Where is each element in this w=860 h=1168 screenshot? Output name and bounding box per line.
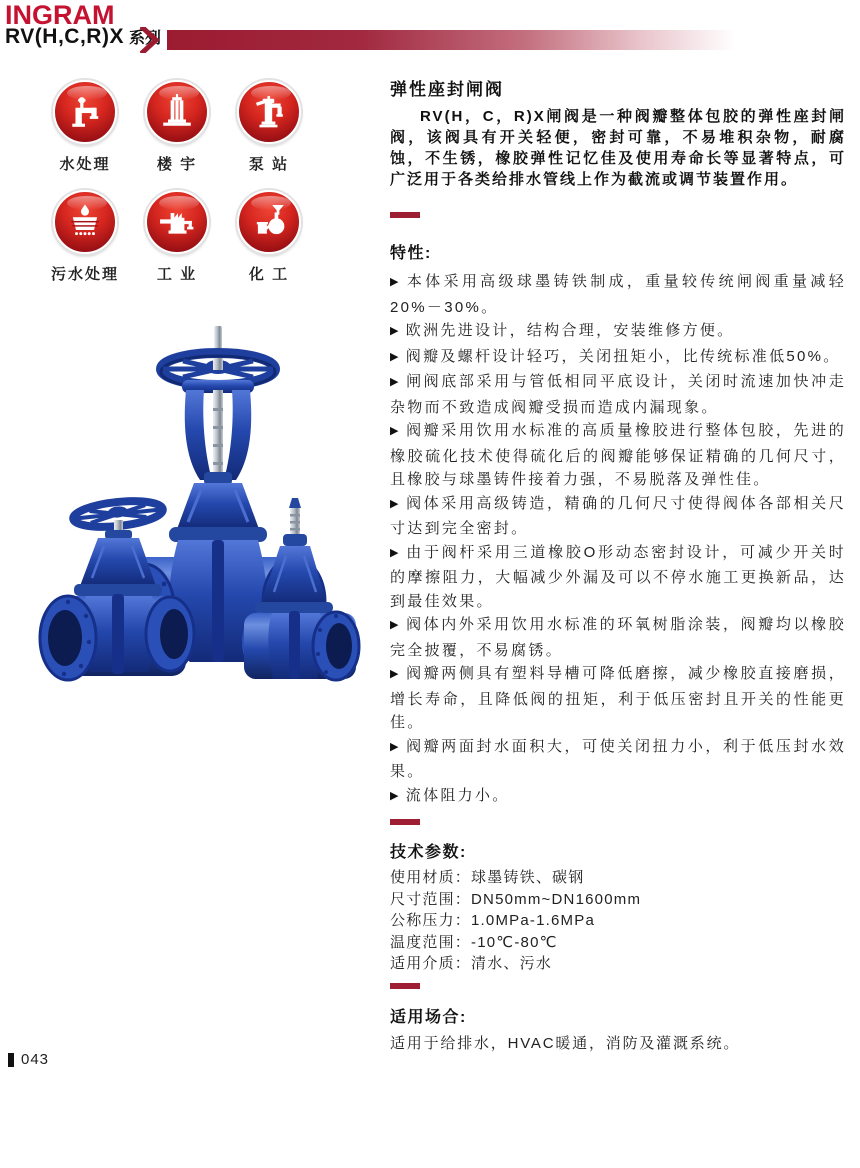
feature-text: 阀瓣两面封水面积大，可使关闭扭力小，利于低压封水效果。	[390, 737, 846, 780]
feature-text: 阀瓣采用饮用水标准的高质量橡胶进行整体包胶，先进的橡胶硫化技术使得硫化后的阀瓣能够保证精确的几何尺寸，且橡胶与球墨铸件接着力强，不易脱落及弹性佳。	[390, 422, 846, 488]
feature-item	[390, 370, 846, 419]
section-dash	[390, 212, 420, 218]
faucet-icon	[67, 94, 103, 130]
product-intro: RV(H，C，R)X闸阀是一种阀瓣整体包胶的弹性座封闸阀，该阀具有开关轻便，密封可靠，不易堆积杂物，耐腐蚀，不生锈，橡胶弹性记忆佳及使用寿命长等显著特点，可广泛用于各类给排水管线上作为截流或调节装置作用。	[390, 108, 846, 188]
specs-list	[390, 867, 846, 975]
spec-label: 适用介质：	[390, 955, 472, 972]
spec-row	[390, 889, 846, 911]
spec-value: 1.0MPa-1.6MPa	[471, 912, 595, 929]
spec-value: 球墨铸铁、碳钢	[471, 869, 585, 886]
spec-label: 尺寸范围：	[390, 890, 472, 908]
category-label: 工 业	[156, 266, 198, 283]
features-list	[390, 270, 846, 809]
spec-row	[390, 910, 846, 932]
spec-label: 温度范围：	[390, 933, 472, 951]
specs-heading: 技术参数:	[390, 844, 467, 861]
spec-value: 清水、污水	[471, 955, 553, 972]
bullet-triangle-icon: ▶	[390, 376, 402, 388]
feature-item	[390, 419, 846, 492]
spec-value: DN50mm~DN1600mm	[471, 890, 642, 908]
spec-row	[390, 953, 846, 975]
feature-text: 流体阻力小。	[405, 786, 510, 804]
category-industry	[131, 190, 223, 300]
category-label: 污水处理	[50, 266, 119, 283]
feature-item	[390, 541, 846, 614]
applications-text: 适用于给排水，HVAC暖通，消防及灌溉系统。	[390, 1034, 741, 1052]
category-sewage-treatment	[39, 190, 131, 300]
series-row	[5, 25, 161, 49]
feature-item	[390, 319, 846, 345]
product-info-column	[390, 75, 846, 1055]
product-title: 弹性座封闸阀	[390, 80, 504, 99]
bullet-triangle-icon: ▶	[390, 619, 402, 631]
category-label: 水处理	[59, 156, 111, 173]
category-chemical	[223, 190, 315, 300]
water-treatment-badge	[53, 80, 117, 144]
spec-value: -10℃-80℃	[471, 933, 558, 951]
feature-text: 欧洲先进设计，结构合理，安装维修方便。	[405, 322, 735, 339]
category-grid	[39, 80, 319, 300]
spec-row	[390, 932, 846, 954]
sewage-basin-icon	[67, 204, 103, 240]
spec-label: 公称压力：	[390, 912, 472, 929]
chemical-badge	[237, 190, 301, 254]
bullet-triangle-icon: ▶	[390, 325, 401, 337]
bullet-triangle-icon: ▶	[390, 546, 402, 559]
category-pump-station	[223, 80, 315, 190]
chevron-right-icon	[140, 27, 162, 53]
sewage-treatment-badge	[53, 190, 117, 254]
feature-text: 由于阀杆采用三道橡胶O形动态密封设计，可减少开关时的摩擦阻力，大幅减少外漏及可以不停水施工更换新品，达到最佳效果。	[390, 543, 846, 610]
category-label: 化 工	[248, 266, 290, 283]
factory-icon	[159, 204, 195, 240]
spec-label: 使用材质：	[390, 869, 472, 886]
series-suffix: 系列	[128, 30, 161, 47]
category-label: 楼 宇	[156, 156, 198, 173]
flask-icon	[251, 204, 287, 240]
feature-item	[390, 784, 846, 810]
bullet-triangle-icon: ▶	[390, 497, 402, 510]
building-icon	[159, 94, 195, 130]
bullet-triangle-icon: ▶	[390, 425, 402, 437]
spec-row	[390, 867, 846, 889]
industry-badge	[145, 190, 209, 254]
bullet-triangle-icon: ▶	[390, 276, 402, 288]
page-number: 043	[21, 1051, 50, 1068]
page-footer	[8, 1051, 49, 1068]
section-dash	[390, 819, 420, 825]
header-gradient-bar	[167, 30, 860, 50]
category-building	[131, 80, 223, 190]
feature-text: 阀瓣及螺杆设计轻巧，关闭扭矩小，比传统标准低50%。	[405, 347, 841, 365]
feature-text: 本体采用高级球墨铸铁制成，重量较传统闸阀重量减轻20%－30%。	[390, 273, 847, 316]
series-title: RV(H,C,R)X	[5, 25, 124, 48]
brand-logo: INGRAM	[5, 0, 115, 30]
gate-valves-image	[18, 322, 366, 704]
bullet-triangle-icon: ▶	[390, 789, 401, 802]
feature-item	[390, 735, 846, 784]
feature-text: 阀体采用高级铸造，精确的几何尺寸使得阀体各部相关尺寸达到完全密封。	[390, 494, 846, 537]
pump-station-badge	[237, 80, 301, 144]
pump-icon	[251, 94, 287, 130]
feature-item	[390, 270, 846, 319]
features-heading: 特性:	[390, 245, 432, 262]
feature-item	[390, 345, 846, 371]
category-water-treatment	[39, 80, 131, 190]
page-number-tick	[8, 1053, 14, 1067]
bullet-triangle-icon: ▶	[390, 668, 402, 680]
bullet-triangle-icon: ▶	[390, 350, 401, 363]
section-dash	[390, 983, 420, 989]
category-label: 泵 站	[248, 156, 290, 173]
feature-text: 闸阀底部采用与管低相同平底设计，关闭时流速加快冲走杂物而不致造成阀瓣受损而造成内漏现象。	[390, 373, 846, 416]
feature-text: 阀瓣两侧具有塑料导槽可降低磨擦，减少橡胶直接磨损，增长寿命，且降低阀的扭矩，利于低压密封且开关的性能更佳。	[390, 665, 846, 731]
feature-item	[390, 613, 846, 662]
feature-item	[390, 492, 846, 541]
feature-text: 阀体内外采用饮用水标准的环氧树脂涂装，阀瓣均以橡胶完全披覆，不易腐锈。	[390, 616, 846, 659]
product-photo	[18, 322, 366, 704]
applications-heading: 适用场合:	[390, 1008, 467, 1026]
bullet-triangle-icon: ▶	[390, 740, 402, 753]
building-badge	[145, 80, 209, 144]
feature-item	[390, 662, 846, 735]
